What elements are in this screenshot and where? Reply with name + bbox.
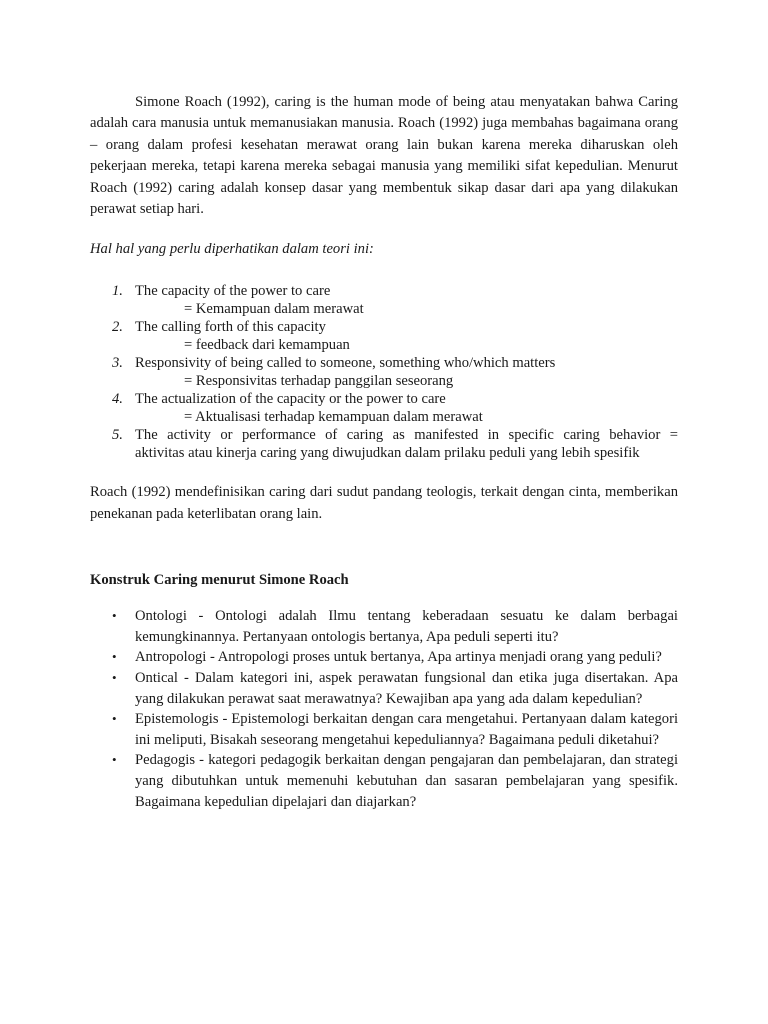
construct-item-text: Pedagogis - kategori pedagogik berkaitan dengan pengajaran dan pembelajaran, dan strategi yang dibutuhkan untuk memenuhi kebutuhan dan sasaran pembelajaran yang spesifik. Bagaimana kepedulian dipelajari dan diajarkan?: [135, 752, 678, 810]
theory-item: [90, 426, 678, 462]
theory-item: [90, 282, 678, 318]
bullet-icon: •: [112, 711, 117, 727]
theory-item-translation: = feedback dari kemampuan: [184, 337, 350, 354]
intro-paragraph: Simone Roach (1992), caring is the human mode of being atau menyatakan bahwa Caring adalah cara manusia untuk memanusiakan manusia. Roach (1992) juga membahas bagaimana orang – orang dalam profesi kesehatan merawat orang lain bukan karena mereka diharuskan oleh pekerjaan mereka, tetapi karena mereka sebagai manusia yang memiliki sifat kepedulian. Menurut Roach (1992) caring adalah konsep dasar yang membentuk sikap dasar dari apa yang dilakukan perawat setiap hari.: [90, 94, 678, 218]
theory-item-text: The actualization of the capacity or the power to care: [135, 391, 446, 408]
theory-item-number: 1.: [112, 283, 123, 300]
construct-item-text: Ontologi - Ontologi adalah Ilmu tentang keberadaan sesuatu ke dalam berbagai kemungkinannya. Pertanyaan ontologis bertanya, Apa peduli seperti itu?: [135, 608, 678, 645]
construct-item-text: Ontical - Dalam kategori ini, aspek perawatan fungsional dan etika juga disertakan. Apa yang dilakukan perawat saat merawatnya? Kewajiban apa yang ada dalam kepedulian?: [135, 670, 678, 707]
construct-item: [90, 668, 678, 709]
theory-list: [90, 282, 678, 462]
theory-heading: Hal hal yang perlu diperhatikan dalam teori ini:: [90, 241, 374, 258]
theory-item-text: The activity or performance of caring as manifested in specific caring behavior =: [135, 427, 678, 444]
theory-item-number: 4.: [112, 391, 123, 408]
theory-item-translation: = Responsivitas terhadap panggilan seseorang: [184, 373, 454, 390]
theory-item-number: 2.: [112, 319, 123, 336]
construct-item-text: Epistemologis - Epistemologi berkaitan dengan cara mengetahui. Pertanyaan dalam kategori ini meliputi, Bisakah seseorang mengetahui kepeduliannya? Bagaimana peduli diketahui?: [135, 711, 678, 748]
bullet-icon: •: [112, 752, 117, 768]
bullet-icon: •: [112, 649, 117, 665]
theory-item-text: The capacity of the power to care: [135, 283, 331, 300]
theory-item: [90, 318, 678, 354]
construct-item: [90, 750, 678, 812]
theory-item-translation: = Aktualisasi terhadap kemampuan dalam merawat: [184, 409, 483, 426]
theory-item-text: Responsivity of being called to someone, something who/which matters: [135, 355, 556, 372]
construct-heading: Konstruk Caring menurut Simone Roach: [90, 572, 349, 589]
theory-item-number: 3.: [112, 355, 123, 372]
roach-paragraph: Roach (1992) mendefinisikan caring dari sudut pandang teologis, terkait dengan cinta, memberikan penekanan pada keterlibatan orang lain.: [90, 484, 678, 522]
theory-item: [90, 354, 678, 390]
construct-item-text: Antropologi - Antropologi proses untuk bertanya, Apa artinya menjadi orang yang peduli?: [135, 649, 662, 666]
theory-item-translation: aktivitas atau kinerja caring yang diwujudkan dalam prilaku peduli yang lebih spesifik: [135, 445, 640, 462]
construct-item: [90, 709, 678, 750]
bullet-icon: •: [112, 670, 117, 686]
theory-item-text: The calling forth of this capacity: [135, 319, 326, 336]
theory-item-translation: = Kemampuan dalam merawat: [184, 301, 364, 318]
construct-list: [90, 606, 678, 812]
construct-item: [90, 647, 678, 668]
theory-item-number: 5.: [112, 427, 123, 444]
bullet-icon: •: [112, 608, 117, 624]
document-body: [90, 92, 678, 812]
theory-item: [90, 390, 678, 426]
construct-item: [90, 606, 678, 647]
